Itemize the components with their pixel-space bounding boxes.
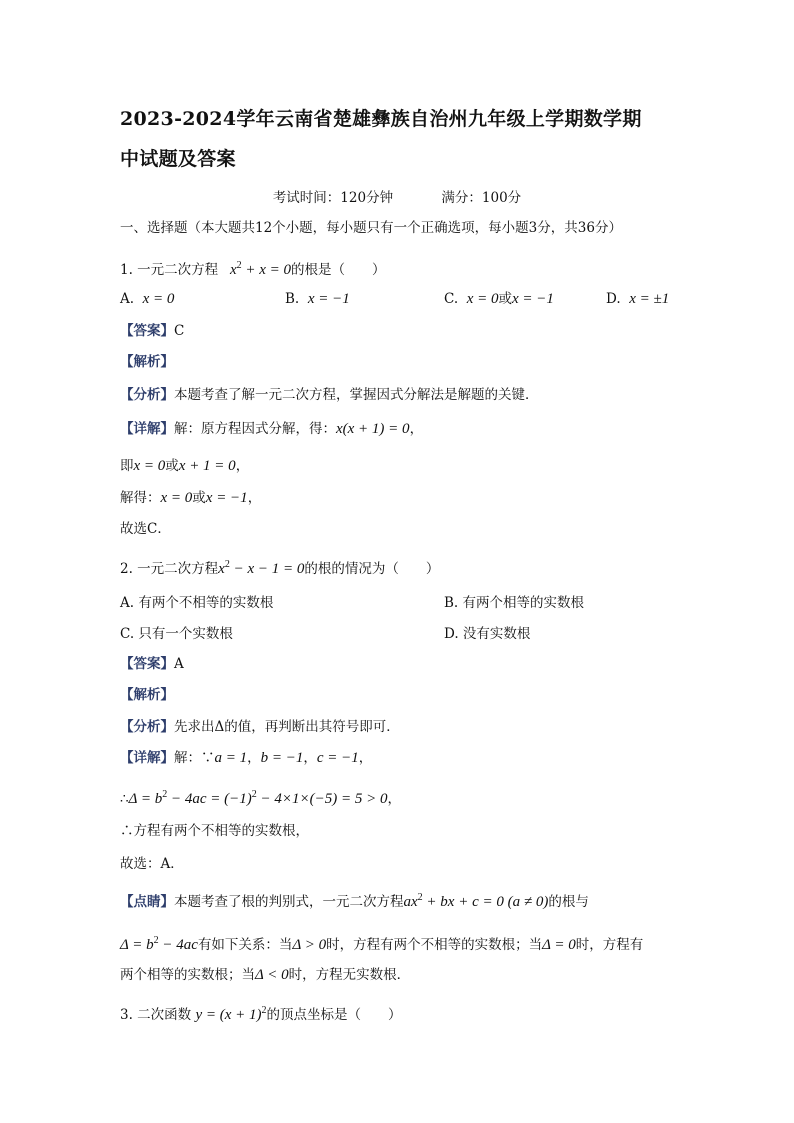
q3-stem: 3. 二次函数 $y = (x + 1)^2$的顶点坐标是（ ） bbox=[120, 1005, 402, 1023]
q1-equation: $x^2 + x = 0$ bbox=[222, 260, 292, 278]
q2-fenxi: 【分析】先求出Δ的值，再判断出其符号即可． bbox=[120, 719, 400, 735]
q1-option-c: C. x = 0或x = −1 bbox=[444, 291, 554, 307]
q2-option-b: B. 有两个相等的实数根 bbox=[444, 595, 585, 611]
q2-detail: 【详解】解：∵a = 1，b = −1，c = −1， bbox=[120, 750, 373, 766]
q2-stem: 2. 一元二次方程$x^2 - x - 1 = 0$的根的情况为（ ） bbox=[120, 559, 440, 577]
exam-info bbox=[0, 186, 794, 206]
exam-score: 满分：100分 bbox=[441, 190, 522, 206]
q1-step1: 即x = 0或x + 1 = 0， bbox=[120, 458, 250, 474]
q2-discriminant: ∴Δ = $b^2 - 4ac = (-1)^2 - 4\times 1\times(-5) = 5 > 0$， bbox=[120, 789, 401, 807]
q1-fenxi: 【分析】本题考查了解一元二次方程，掌握因式分解法是解题的关键． bbox=[120, 387, 539, 403]
document-title-line2: 中试题及答案 bbox=[120, 148, 236, 170]
q2-relation-line1: $\Delta = b^2 - 4ac$有如下关系：当Δ > 0时，方程有两个不相等的实数根；当Δ = 0时，方程有 bbox=[120, 935, 644, 953]
q1-detail: 【详解】解：原方程因式分解，得：x(x + 1) = 0， bbox=[120, 421, 424, 437]
exam-time: 考试时间：120分钟 bbox=[272, 190, 394, 206]
document-title-line1: 2023-2024学年云南省楚雄彝族自治州九年级上学期数学期 bbox=[120, 108, 642, 130]
q2-option-d: D. 没有实数根 bbox=[444, 626, 531, 642]
q2-option-c: C. 只有一个实数根 bbox=[120, 626, 233, 642]
q2-option-a: A. 有两个不相等的实数根 bbox=[120, 595, 274, 611]
q1-step2: 解得：x = 0或x = −1， bbox=[120, 490, 262, 506]
q1-conclusion: 故选C． bbox=[120, 521, 171, 537]
q2-result: ∴方程有两个不相等的实数根， bbox=[120, 823, 309, 839]
q1-answer: 【答案】C bbox=[120, 323, 185, 339]
q2-dianjing: 【点睛】本题考查了根的判别式，一元二次方程$ax^2$ + bx + c = 0 (a ≠ 0)的根与 bbox=[120, 892, 589, 910]
q1-option-b: B. x = −1 bbox=[285, 291, 350, 307]
q1-option-a: A. x = 0 bbox=[120, 291, 175, 307]
q2-conclusion: 故选：A． bbox=[120, 856, 184, 872]
q1-prefix: 1. 一元二次方程 bbox=[120, 262, 219, 278]
q1-stem bbox=[120, 257, 386, 279]
q1-analysis-label: 【解析】 bbox=[120, 354, 174, 370]
q2-analysis-label: 【解析】 bbox=[120, 687, 174, 703]
q2-answer: 【答案】A bbox=[120, 656, 184, 672]
q2-relation-line2: 两个相等的实数根；当Δ < 0时，方程无实数根． bbox=[120, 967, 411, 983]
q1-option-d: D. x = ±1 bbox=[606, 291, 670, 307]
q1-suffix: 的根是（ ） bbox=[291, 262, 386, 278]
section1-heading: 一、选择题（本大题共12个小题，每小题只有一个正确选项，每小题3分，共36分） bbox=[120, 220, 622, 236]
